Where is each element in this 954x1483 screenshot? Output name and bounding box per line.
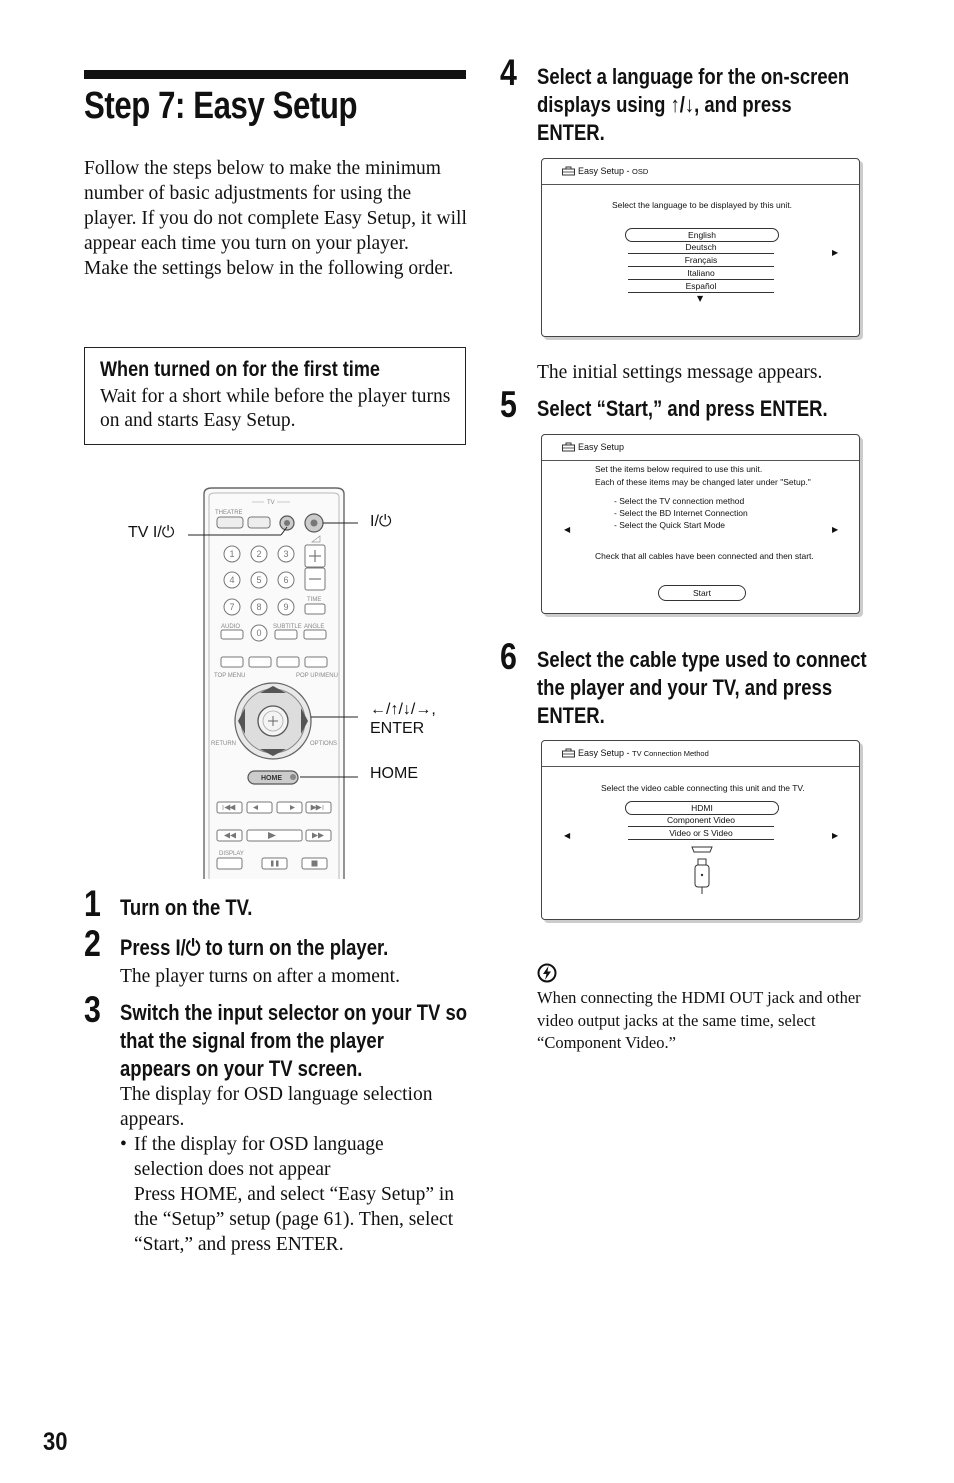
step-2-heading-pre: Press xyxy=(120,935,176,960)
page-number: 30 xyxy=(43,1428,68,1456)
start-item-2: - Select the BD Internet Connection xyxy=(614,508,748,518)
remote-label-angle: ANGLE xyxy=(304,624,325,630)
start-screen-title: Easy Setup xyxy=(578,442,625,452)
hint-icon xyxy=(537,963,557,983)
step-3-heading-line-3: appears on your TV screen. xyxy=(120,1056,363,1081)
start-line-2: Each of these items may be changed later under "Setup." xyxy=(595,477,811,487)
start-screen-header xyxy=(542,435,859,461)
subtitle-button[interactable] xyxy=(275,630,297,639)
step-4-heading-line-1: Select a language for the on-screen xyxy=(537,64,850,89)
remote-label-options: OPTIONS xyxy=(310,741,338,747)
step-3-number: 3 xyxy=(84,989,101,1030)
step-4-number: 4 xyxy=(500,52,517,93)
tv-option-component-video[interactable]: Component Video xyxy=(628,814,774,827)
key-4[interactable]: 4 xyxy=(229,575,235,585)
osd-screen-header xyxy=(542,159,859,185)
display-button[interactable] xyxy=(217,858,242,869)
intro-paragraph-1: Follow the steps below to make the minimum number of basic adjustments for using the player. If you do not complete Easy Setup, it will appear each time you turn on your player. xyxy=(84,158,467,254)
right-arrow-icon[interactable]: ▶ xyxy=(832,525,839,534)
hint-text: When connecting the HDMI OUT jack and other video output jacks at the same time, select “Component Video.” xyxy=(537,988,861,1052)
angle-button[interactable] xyxy=(304,630,326,639)
green-button[interactable] xyxy=(249,657,271,667)
remote-label-theatre: THEATRE xyxy=(215,510,243,516)
advance-button[interactable] xyxy=(277,802,302,813)
step-6-heading-line-1: Select the cable type used to connect xyxy=(537,647,867,672)
key-7[interactable]: 7 xyxy=(229,602,235,612)
setup-toolbox-icon xyxy=(562,748,575,758)
osd-option-deutsch[interactable]: Deutsch xyxy=(628,241,774,254)
key-8[interactable]: 8 xyxy=(256,602,262,612)
callout-arrows: ←/↑/↓/→, xyxy=(370,701,436,718)
callout-enter: ENTER xyxy=(370,720,425,737)
remote-label-pop-up-menu: POP UP/MENU xyxy=(296,673,338,679)
step-5-number: 5 xyxy=(500,384,517,425)
notice-title: When turned on for the first time xyxy=(100,358,380,381)
replay-button[interactable] xyxy=(247,802,272,813)
blue-button[interactable] xyxy=(305,657,327,667)
step-5-heading: Select “Start,” and press ENTER. xyxy=(537,396,828,421)
osd-screen-title: Easy Setup - OSD xyxy=(578,166,649,176)
key-2[interactable]: 2 xyxy=(256,549,262,559)
setup-toolbox-icon xyxy=(562,166,575,176)
home-button-label: HOME xyxy=(261,775,282,782)
tv-option-hdmi[interactable]: HDMI xyxy=(625,801,779,815)
setup-toolbox-icon xyxy=(562,442,575,452)
notice-text: Wait for a short while before the player turns on and starts Easy Setup. xyxy=(100,386,451,431)
remote-label-time: TIME xyxy=(307,597,322,603)
tv-prompt: Select the video cable connecting this unit and the TV. xyxy=(601,783,805,793)
left-arrow-icon[interactable]: ◀ xyxy=(564,831,571,840)
osd-prompt: Select the language to be displayed by this unit. xyxy=(612,200,793,210)
tv-screen-header xyxy=(542,741,859,767)
yellow-button[interactable] xyxy=(277,657,299,667)
key-5[interactable]: 5 xyxy=(256,575,262,585)
step-2-number: 2 xyxy=(84,923,101,964)
step-4-result: The initial settings message appears. xyxy=(537,362,823,383)
remote-label-tv: TV xyxy=(267,500,275,506)
osd-option-italiano[interactable]: Italiano xyxy=(628,267,774,280)
red-button[interactable] xyxy=(221,657,243,667)
tv-option-video-s-video[interactable]: Video or S Video xyxy=(628,827,774,840)
key-9[interactable]: 9 xyxy=(283,602,289,612)
start-item-1: - Select the TV connection method xyxy=(614,496,745,506)
step-1-heading: Turn on the TV. xyxy=(120,895,253,920)
scroll-down-icon[interactable]: ▼ xyxy=(697,294,704,303)
key-0[interactable]: 0 xyxy=(256,628,262,638)
bullet-marker: • xyxy=(120,1134,127,1155)
start-item-3: - Select the Quick Start Mode xyxy=(614,520,726,530)
right-arrow-icon[interactable]: ▶ xyxy=(832,248,839,257)
remote-label-return: RETURN xyxy=(211,741,236,747)
step-4-heading-line-3: ENTER. xyxy=(537,120,605,145)
step-2-heading-post: to turn on the player. xyxy=(200,935,389,960)
step-6-heading-line-3: ENTER. xyxy=(537,703,605,728)
step-6-number: 6 xyxy=(500,636,517,677)
remote-label-display: DISPLAY xyxy=(219,851,244,857)
callout-home: HOME xyxy=(370,765,418,782)
osd-option-espanol[interactable]: Español xyxy=(628,280,774,293)
callout-tv-power: TV I/⏻ xyxy=(128,524,175,541)
step-6-heading-line-2: the player and your TV, and press xyxy=(537,675,833,700)
theatre-button[interactable] xyxy=(217,517,243,528)
start-line-1: Set the items below required to use this unit. xyxy=(595,464,763,474)
tv-screen-title: Easy Setup - TV Connection Method xyxy=(578,748,709,758)
first-time-notice xyxy=(84,347,466,445)
step-4-heading-line-2: displays using ↑/↓, and press xyxy=(537,92,792,117)
audio-button[interactable] xyxy=(221,630,243,639)
osd-option-english[interactable]: English xyxy=(625,228,779,242)
title-rule xyxy=(84,70,466,79)
step-3-heading-line-2: that the signal from the player xyxy=(120,1028,384,1053)
step-3-bullet-detail: Press HOME, and select “Easy Setup” in the “Setup” setup (page 61). Then, select “Start,” and press ENTER. xyxy=(134,1184,455,1255)
tv-connection-screen xyxy=(541,740,860,920)
key-1[interactable]: 1 xyxy=(229,549,235,559)
power-symbol: I/⏻ xyxy=(175,935,201,960)
step-3-bullet: If the display for OSD language selection does not appear xyxy=(134,1134,384,1180)
left-arrow-icon[interactable]: ◀ xyxy=(564,525,571,534)
osd-option-francais[interactable]: Français xyxy=(628,254,774,267)
remote-label-top-menu: TOP MENU xyxy=(214,673,246,679)
step-3-body: The display for OSD language selection appears. xyxy=(120,1084,433,1130)
intro-text xyxy=(84,156,468,281)
step-2-heading xyxy=(120,934,388,962)
intro-paragraph-2: Make the settings below in the following order. xyxy=(84,258,454,279)
start-button[interactable]: Start xyxy=(658,585,746,601)
key-6[interactable]: 6 xyxy=(283,575,289,585)
time-button[interactable] xyxy=(305,604,325,614)
start-check-text: Check that all cables have been connected and then start. xyxy=(595,551,814,561)
pause-button[interactable] xyxy=(262,858,287,869)
step-2-body: The player turns on after a moment. xyxy=(120,966,400,987)
right-arrow-icon[interactable]: ▶ xyxy=(832,831,839,840)
remote-label-audio: AUDIO xyxy=(221,624,241,630)
easy-setup-start-screen xyxy=(541,434,860,614)
step-3-heading-line-1: Switch the input selector on your TV so xyxy=(120,1000,468,1025)
tv-input-button[interactable] xyxy=(248,517,270,528)
step-1-number: 1 xyxy=(84,883,101,924)
hdmi-cable-icon xyxy=(690,845,714,895)
osd-language-screen xyxy=(541,158,860,337)
page-title: Step 7: Easy Setup xyxy=(84,85,358,127)
callout-power: I/⏻ xyxy=(370,513,392,530)
remote-label-subtitle: SUBTITLE xyxy=(273,624,302,630)
key-3[interactable]: 3 xyxy=(283,549,289,559)
